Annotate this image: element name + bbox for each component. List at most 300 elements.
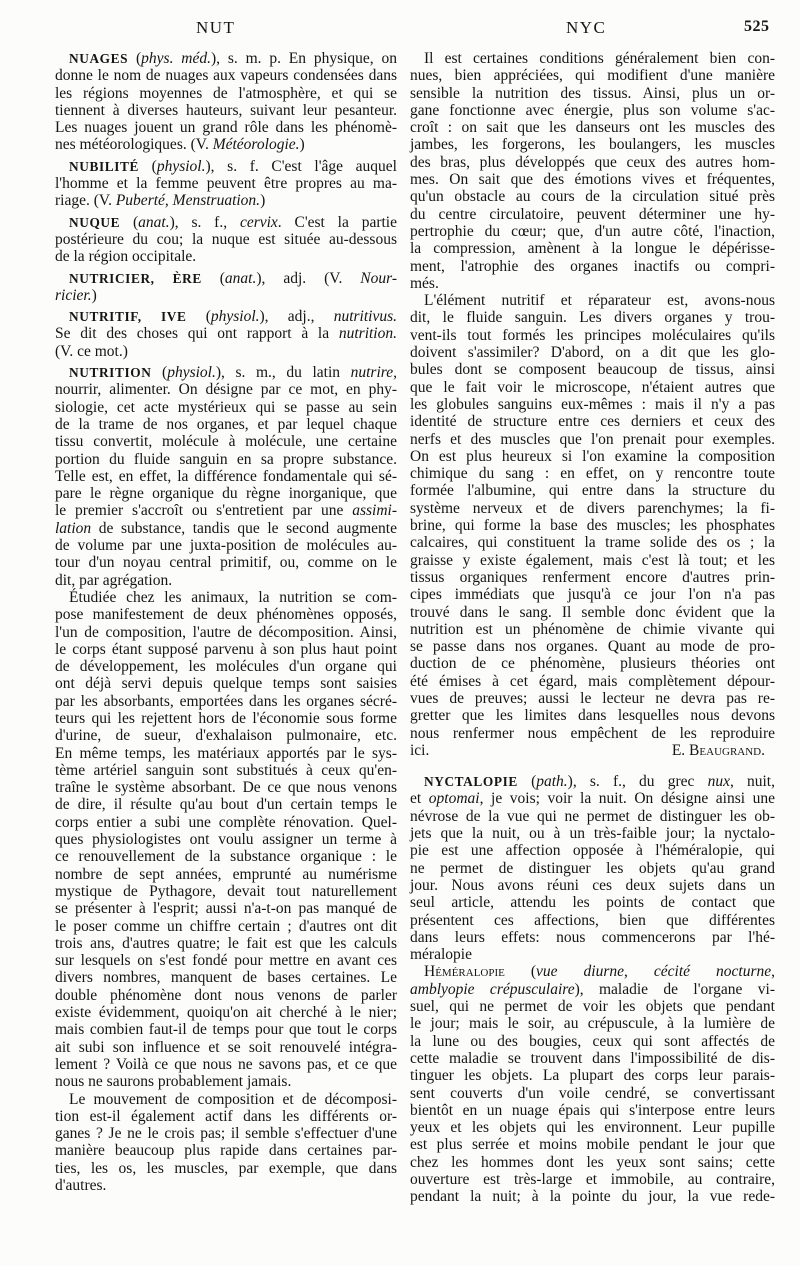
text-line xyxy=(55,325,397,342)
paragraph xyxy=(410,50,775,292)
paragraph xyxy=(410,292,775,759)
text-run: vent-ils tout formés les principes moléculaires qu'ils xyxy=(410,326,775,344)
text-line xyxy=(410,725,775,742)
text-run: tour d'un noyau central primitif, ou, comme on le xyxy=(55,554,397,572)
text-line xyxy=(55,416,397,433)
paragraph xyxy=(55,589,397,1091)
text-line xyxy=(55,589,397,606)
text-run: , je vois; voir la nuit. On désigne ainsi une xyxy=(479,790,776,808)
text-run: ), adj. (V. xyxy=(256,269,361,287)
text-run: ques physiologistes ont voulu assigner un terme à xyxy=(55,831,397,849)
text-line xyxy=(410,292,775,309)
italic-text: phys. méd. xyxy=(141,50,211,67)
dictionary-entry xyxy=(55,270,397,305)
text-line xyxy=(410,860,775,877)
text-line xyxy=(410,50,775,67)
text-run: ouverture est très-large et immobile, au contraire, xyxy=(410,1171,775,1188)
text-run: donne le nom de nuages aux vapeurs condensées dans xyxy=(55,67,397,85)
text-line xyxy=(410,673,775,690)
text-run: ( xyxy=(517,773,537,791)
text-line xyxy=(55,50,397,67)
text-line xyxy=(410,1015,775,1032)
text-run: ), s. f. C'est l'âge auquel xyxy=(205,157,397,175)
italic-text: physiol. xyxy=(210,308,260,326)
italic-text: assimi- xyxy=(352,502,397,520)
text-line xyxy=(55,624,397,641)
text-run: chimique du sang : en effet, on y rencontre toute xyxy=(410,465,775,483)
text-run: identité de structure entre ces derniers et ceux des xyxy=(410,413,775,431)
italic-text: amblyopie crépusculaire xyxy=(410,980,575,998)
text-line xyxy=(55,641,397,658)
text-line xyxy=(410,998,775,1015)
text-run: , nuit, xyxy=(729,773,775,791)
text-run: le poser comme un chiffre certain ; d'autres ont dit xyxy=(55,917,397,935)
headword: NUBILITÉ xyxy=(69,158,139,174)
text-line xyxy=(55,308,397,325)
text-run: traîne le système absorbant. De ce que nous venons xyxy=(55,779,397,797)
text-run: tème artériel sanguin sont substitués à ceux qu'en- xyxy=(55,761,397,779)
text-line xyxy=(410,842,775,859)
text-line xyxy=(55,158,397,175)
text-line xyxy=(410,67,775,84)
text-run: , xyxy=(624,963,654,981)
text-run: ( xyxy=(504,963,537,981)
text-line xyxy=(410,638,775,655)
text-run: le jour; mais le soir, au crépuscule, à la lumière de xyxy=(410,1015,775,1033)
text-run: présentent ces affections, bien que différentes xyxy=(410,911,775,929)
page-number: 525 xyxy=(744,18,770,35)
headword: NUTRICIER, ÈRE xyxy=(69,270,202,286)
text-run: dans leurs effets: nous commencerons par l'hé- xyxy=(410,928,775,946)
text-run: nourrir, alimenter. On désigne par ce mot, en phy- xyxy=(55,381,397,399)
text-line xyxy=(55,433,397,450)
text-run: trouvé dans le sang. Il semble donc évident que la xyxy=(410,603,775,621)
text-run: ), s. f., du grec xyxy=(567,773,708,791)
text-run: de volume par une juxta-position de molécules au- xyxy=(55,537,397,555)
text-run: névrose de la vue qui ne permet de distinguer les ob- xyxy=(410,807,775,825)
text-run: manière beaucoup plus rapide dans certaines par- xyxy=(55,1142,397,1160)
text-run: gretter que les limites dans lesquelles nous devons xyxy=(410,707,775,725)
text-line xyxy=(410,1102,775,1119)
text-run: sur lesquels on s'est fondé pour mettre en avant ces xyxy=(55,952,397,970)
text-line xyxy=(410,309,775,326)
text-line xyxy=(410,344,775,361)
text-run: Se dit des choses qui ont rapport à la xyxy=(55,325,339,343)
text-run: trois ans, d'autres quatre; le fait est que les calculs xyxy=(55,934,397,952)
text-line xyxy=(55,67,397,84)
text-run: qu'un obstacle au cours de la circulation situé près xyxy=(410,188,775,206)
text-run: postérieure du cou; la nuque est située au-dessous xyxy=(55,230,397,248)
headword: NUAGES xyxy=(69,51,129,66)
text-line xyxy=(410,808,775,825)
text-run: les globules sanguins eux-mêmes : mais il n'y a pas xyxy=(410,395,775,413)
text-line xyxy=(55,85,397,102)
text-line xyxy=(55,572,397,589)
text-line xyxy=(410,946,775,963)
text-run: . C'est la partie xyxy=(277,213,397,231)
italic-text: nutrire, xyxy=(350,364,397,382)
text-line xyxy=(410,552,775,569)
text-line xyxy=(55,1108,397,1125)
text-run: le corps étant supposé parvenu à son plus haut point xyxy=(55,640,397,658)
text-line xyxy=(410,136,775,153)
text-line xyxy=(55,1160,397,1177)
text-run: le premier s'accroît ou s'entretient par une xyxy=(55,502,353,520)
text-run: tissu convertit, molécule à molécule, une certaine xyxy=(55,433,397,451)
text-run: que le fait voir le microscope, n'étaient autres que xyxy=(410,378,775,396)
text-line xyxy=(55,1073,397,1090)
italic-text: ricier. xyxy=(55,286,92,304)
text-run: mystique de Pythagore, devait tout naturellement xyxy=(55,882,397,900)
dictionary-entry xyxy=(55,50,397,154)
text-line xyxy=(55,952,397,969)
text-run: par les absorbants, emportées dans les organes sécré- xyxy=(55,692,397,710)
text-line xyxy=(410,379,775,396)
text-line xyxy=(410,102,775,119)
paragraph xyxy=(55,1091,397,1195)
text-run: des bras, plus développés que ceux des autres hom- xyxy=(410,153,775,171)
headword: NUTRITION xyxy=(69,365,152,381)
right-column xyxy=(410,50,775,1206)
text-line xyxy=(410,119,775,136)
text-run: ), s. m. p. En physique, on xyxy=(210,50,397,67)
text-line xyxy=(410,534,775,551)
text-run: l'homme et la femme peuvent être propres au ma- xyxy=(55,175,397,193)
text-line xyxy=(55,831,397,848)
italic-text: anat. xyxy=(138,213,170,231)
text-run: l'un de composition, l'autre de décomposition. Ainsi, xyxy=(55,623,397,641)
text-line xyxy=(55,987,397,1004)
text-run: ont déjà servi depuis quelque temps sont saisies xyxy=(55,675,397,693)
text-line xyxy=(410,655,775,672)
text-run: méralopie xyxy=(410,946,472,964)
text-line xyxy=(410,621,775,638)
text-run: sensible la nutrition des tissus. Ainsi, plus un or- xyxy=(410,84,775,102)
text-line xyxy=(410,154,775,171)
text-line xyxy=(55,762,397,779)
text-line xyxy=(410,482,775,499)
text-line xyxy=(55,1004,397,1021)
text-line xyxy=(410,517,775,534)
text-line xyxy=(410,1033,775,1050)
text-line xyxy=(55,969,397,986)
text-run: ( xyxy=(138,157,157,175)
text-line xyxy=(55,192,397,209)
text-line xyxy=(55,520,397,537)
text-line xyxy=(55,727,397,744)
text-run: les régions moyennes de l'atmosphère, et qui se xyxy=(55,84,397,102)
text-line xyxy=(55,606,397,623)
text-run: ), s. f., xyxy=(169,213,240,231)
text-run: nes météorologiques. (V. xyxy=(55,136,213,154)
text-run: la compression, amènent à la longue le dépérisse- xyxy=(410,240,775,258)
text-line xyxy=(55,468,397,485)
text-line xyxy=(410,773,775,790)
text-run: bientôt en un nuage épais qui s'interpose entre leurs xyxy=(410,1101,775,1119)
text-run: tinguer les objets. La plupart des corps leur parais- xyxy=(410,1067,775,1085)
text-run: jambes, les forgerons, les boulangers, les muscles xyxy=(410,136,775,154)
text-line xyxy=(55,779,397,796)
text-line xyxy=(55,918,397,935)
small-caps-text: Héméralopie xyxy=(424,963,505,981)
text-line xyxy=(410,275,775,292)
text-line xyxy=(410,188,775,205)
text-line xyxy=(410,413,775,430)
text-run: nerfs et des muscles que l'on prenait pour exemples. xyxy=(410,430,775,448)
headword: NYCTALOPIE xyxy=(424,774,518,790)
text-line xyxy=(410,604,775,621)
text-run: dit, le fluide sanguin. Les divers organes y trou- xyxy=(410,309,775,327)
text-run: tiennent à diverses hauteurs, suivant leur pesanteur. xyxy=(55,101,397,119)
text-line xyxy=(55,900,397,917)
text-line xyxy=(55,343,397,360)
text-line xyxy=(410,1050,775,1067)
text-run: cette maladie se trouvent dans l'impossibilité de dis- xyxy=(410,1049,775,1067)
text-run: tion est-il également actif dans les différents or- xyxy=(55,1107,397,1125)
text-line xyxy=(410,790,775,807)
text-run: , xyxy=(771,963,775,981)
italic-text: Nour- xyxy=(360,269,397,287)
text-run: nombre de sept années, emprunté au numérisme xyxy=(55,865,397,883)
text-run: siologie, cet acte mystérieux qui se passe au sein xyxy=(55,398,397,416)
text-run: portion du fluide sanguin en sa propre substance. xyxy=(55,450,397,468)
text-line xyxy=(410,981,775,998)
text-run: pie est une affection opposée à l'héméralopie, qui xyxy=(410,842,775,860)
text-line xyxy=(55,102,397,119)
text-run: et xyxy=(410,790,429,808)
text-run: du centre circulatoire, peuvent déterminer une hy- xyxy=(410,205,775,223)
text-run: tissus organiques renferment encore d'autres prin- xyxy=(410,568,775,586)
text-run: pertrophie du cœur; que, d'un autre côté, l'inaction, xyxy=(410,222,775,240)
text-run: d'autres. xyxy=(55,1177,107,1194)
text-run: de la trame de nos organes, et par lequel chaque xyxy=(55,415,397,433)
text-line xyxy=(410,223,775,240)
text-run: se passe dans nos organes. Quant au mode de pro- xyxy=(410,638,775,656)
text-line xyxy=(55,214,397,231)
text-line xyxy=(55,693,397,710)
text-run: de développement, les molécules d'un organe qui xyxy=(55,658,397,676)
text-run: ici. xyxy=(410,741,430,759)
text-run: d'urine, de sueur, d'exhalaison pulmonaire, etc. xyxy=(55,727,397,745)
text-run: de dire, il résulte qu'au bout d'un certain temps le xyxy=(55,796,397,814)
dictionary-entry xyxy=(55,214,397,266)
text-line xyxy=(55,1125,397,1142)
text-line xyxy=(410,1067,775,1084)
text-line xyxy=(410,327,775,344)
text-line xyxy=(410,1154,775,1171)
text-run: ganes ? Je ne le crois pas; il semble s'effectuer d'une xyxy=(55,1125,397,1143)
headword: NUQUE xyxy=(69,214,121,230)
text-run: nues, bien appréciées, qui modifient d'une manière xyxy=(410,67,775,85)
text-line xyxy=(410,742,775,759)
text-run: bules dont se composent beaucoup de tissus, ainsi xyxy=(410,361,775,379)
text-run: mes. On sait que des émotions vives et fréquentes, xyxy=(410,171,775,189)
text-run: ne permet de distinguer les objets qu'au grand xyxy=(410,859,775,877)
running-head-right: NYC xyxy=(566,18,607,37)
text-run: gane fonctionne avec énergie, plus son volume s'ac- xyxy=(410,101,775,119)
text-line xyxy=(410,1085,775,1102)
text-line xyxy=(55,1142,397,1159)
text-line xyxy=(55,554,397,571)
text-line xyxy=(410,963,775,980)
text-run: suel, qui ne permet de voir les objets que pendant xyxy=(410,998,775,1016)
text-run: On est plus heureux si l'on examine la composition xyxy=(410,447,775,465)
text-run: ) xyxy=(91,286,97,304)
text-line xyxy=(410,929,775,946)
text-run: ( xyxy=(128,50,142,67)
text-line xyxy=(55,796,397,813)
text-line xyxy=(410,877,775,894)
text-run: mais combien faut-il de temps pour que tout le corps xyxy=(55,1021,397,1039)
text-run: cipes immédiats que jusqu'à ce jour l'on n'a pas xyxy=(410,586,775,604)
text-run: nous ne saurons probablement jamais. xyxy=(55,1073,292,1091)
text-run: ), adj., xyxy=(259,308,334,326)
text-line xyxy=(55,866,397,883)
text-line xyxy=(55,248,397,265)
text-line xyxy=(410,258,775,275)
text-run: En même temps, les matériaux apportés par le sys- xyxy=(55,744,397,762)
text-line xyxy=(410,1119,775,1136)
text-line xyxy=(410,894,775,911)
text-run: jour. Nous avons réuni ces deux sujets dans un xyxy=(410,876,775,894)
text-line xyxy=(55,381,397,398)
text-run: pendant la nuit; à la pointe du jour, la vue rede- xyxy=(410,1188,775,1206)
text-line xyxy=(55,485,397,502)
italic-text: nutrition. xyxy=(338,325,397,343)
text-line xyxy=(410,396,775,413)
italic-text: anat. xyxy=(224,269,257,287)
left-column xyxy=(55,50,397,1194)
text-run: brine, qui forme la base des muscles; les phosphates xyxy=(410,517,775,535)
text-run: été émises à cet égard, mais complètement dépour- xyxy=(410,672,775,690)
text-run: graisse y existe également, mais c'est là tout; et les xyxy=(410,551,775,569)
text-line xyxy=(55,231,397,248)
text-line xyxy=(410,500,775,517)
headword: NUTRITIF, IVE xyxy=(69,309,187,325)
text-run: Telle est, en effet, la différence fondamentale qui sé- xyxy=(55,467,397,485)
text-line xyxy=(55,710,397,727)
text-run: double phénomène dont nous venons de parler xyxy=(55,986,397,1004)
italic-text: physiol. xyxy=(156,157,206,175)
text-run: Le mouvement de composition et de décomposi- xyxy=(69,1090,397,1108)
dictionary-entry xyxy=(410,773,775,963)
text-line xyxy=(55,270,397,287)
text-line xyxy=(55,675,397,692)
text-run: més. xyxy=(410,274,439,292)
text-run: Les nuages jouent un grand rôle dans les phénomè- xyxy=(55,119,397,137)
italic-text: path. xyxy=(536,773,568,791)
text-line xyxy=(410,569,775,586)
text-run: riage. (V. xyxy=(55,192,116,210)
text-run: la lune ou des bougies, ceux qui sont affectés de xyxy=(410,1032,775,1050)
text-line xyxy=(55,175,397,192)
text-run: ait subi son influence et se soit renouvelé intégra- xyxy=(55,1038,397,1056)
text-run: duction de ce phénomène, plusieurs théories ont xyxy=(410,655,775,673)
text-run: ) xyxy=(299,136,305,154)
text-line xyxy=(55,935,397,952)
text-run: jets que la nuit, ou à un très-faible jour; la nyctalo- xyxy=(410,825,775,843)
text-line xyxy=(55,1039,397,1056)
italic-text: nutritivus. xyxy=(333,308,397,326)
italic-text: nux xyxy=(707,773,730,791)
text-run: pare le règne organique du règne inorganique, que xyxy=(55,485,397,503)
text-run: dit, par agrégation. xyxy=(55,571,173,589)
text-run: de la région occipitale. xyxy=(55,248,197,266)
text-line xyxy=(55,136,397,153)
text-line xyxy=(55,119,397,136)
text-line xyxy=(410,465,775,482)
italic-text: physiol. xyxy=(167,364,216,382)
text-line xyxy=(410,707,775,724)
text-line xyxy=(410,912,775,929)
text-run: ment, l'atrophie des organes inactifs ou compri- xyxy=(410,257,775,275)
text-run: corps entier a subi une complète rénovation. Quel- xyxy=(55,813,397,831)
text-run: doivent s'assimiler? D'abord, on a dit que les glo- xyxy=(410,344,775,362)
text-run: croît : on sait que les danseurs ont les muscles des xyxy=(410,119,775,137)
text-run: système nerveux et de divers parenchymes; la fi- xyxy=(410,499,775,517)
italic-text: Puberté, Menstruation. xyxy=(115,192,261,210)
dictionary-entry xyxy=(55,364,397,589)
text-run: de substance, tandis que le second augmente xyxy=(91,519,397,537)
text-run: pose manifestement de deux phénomènes opposés, xyxy=(55,606,397,624)
text-line xyxy=(55,364,397,381)
text-line xyxy=(55,502,397,519)
text-run: chez les hommes dont les yeux sont sains; cette xyxy=(410,1153,775,1171)
text-line xyxy=(410,431,775,448)
text-line xyxy=(55,658,397,675)
text-line xyxy=(55,1056,397,1073)
text-run: Étudiée chez les animaux, la nutrition se com- xyxy=(69,588,397,606)
text-line xyxy=(410,1136,775,1153)
text-line xyxy=(410,825,775,842)
text-line xyxy=(410,206,775,223)
text-run: Il est certaines conditions généralement bien con- xyxy=(424,50,775,67)
text-run: calcaires, qui constituent la trame solide des os ; la xyxy=(410,534,775,552)
text-run: ( xyxy=(186,308,211,326)
text-run: yeux et les objets qui les environnent. Leur pupille xyxy=(410,1119,775,1137)
author-signature: E. Beaugrand. xyxy=(671,741,765,759)
text-run: nous renfermer nous empêchent de les reproduire xyxy=(410,724,775,742)
text-line xyxy=(410,171,775,188)
text-run: ( xyxy=(201,269,225,287)
text-line xyxy=(410,85,775,102)
italic-text: optomai xyxy=(428,790,480,808)
italic-text: Météorologie. xyxy=(212,136,300,154)
text-run: ) xyxy=(260,192,266,210)
italic-text: cervix xyxy=(239,213,278,231)
text-run: L'élément nutritif et réparateur est, avons-nous xyxy=(424,292,775,310)
text-run: est plus serrée et moins mobile pendant le jour que xyxy=(410,1136,775,1154)
text-line xyxy=(410,1188,775,1205)
text-run: teurs qui les rejettent hors de l'économie sous forme xyxy=(55,709,397,727)
text-line xyxy=(55,537,397,554)
text-line xyxy=(410,361,775,378)
italic-text: cécité nocturne xyxy=(653,963,772,981)
text-run: (V. ce mot.) xyxy=(55,342,128,360)
text-line xyxy=(55,883,397,900)
running-head-left: NUT xyxy=(196,18,236,37)
text-run: vues de preuves; aussi le lecteur ne devra pas re- xyxy=(410,689,775,707)
text-run: ), s. m., du latin xyxy=(215,364,351,382)
text-line xyxy=(55,1177,397,1194)
dictionary-entry xyxy=(55,308,397,360)
text-run: existe évidemment, quoiqu'on ait cherché à le nier; xyxy=(55,1004,397,1022)
text-line xyxy=(410,240,775,257)
text-run: nutrition est un phénomène de chimie vivante qui xyxy=(410,620,775,638)
text-line xyxy=(55,1021,397,1038)
text-run: lement ? Voilà ce que nous ne savons pas, et ce que xyxy=(55,1055,397,1073)
text-run: ce renouvellement de la substance organique : le xyxy=(55,848,397,866)
